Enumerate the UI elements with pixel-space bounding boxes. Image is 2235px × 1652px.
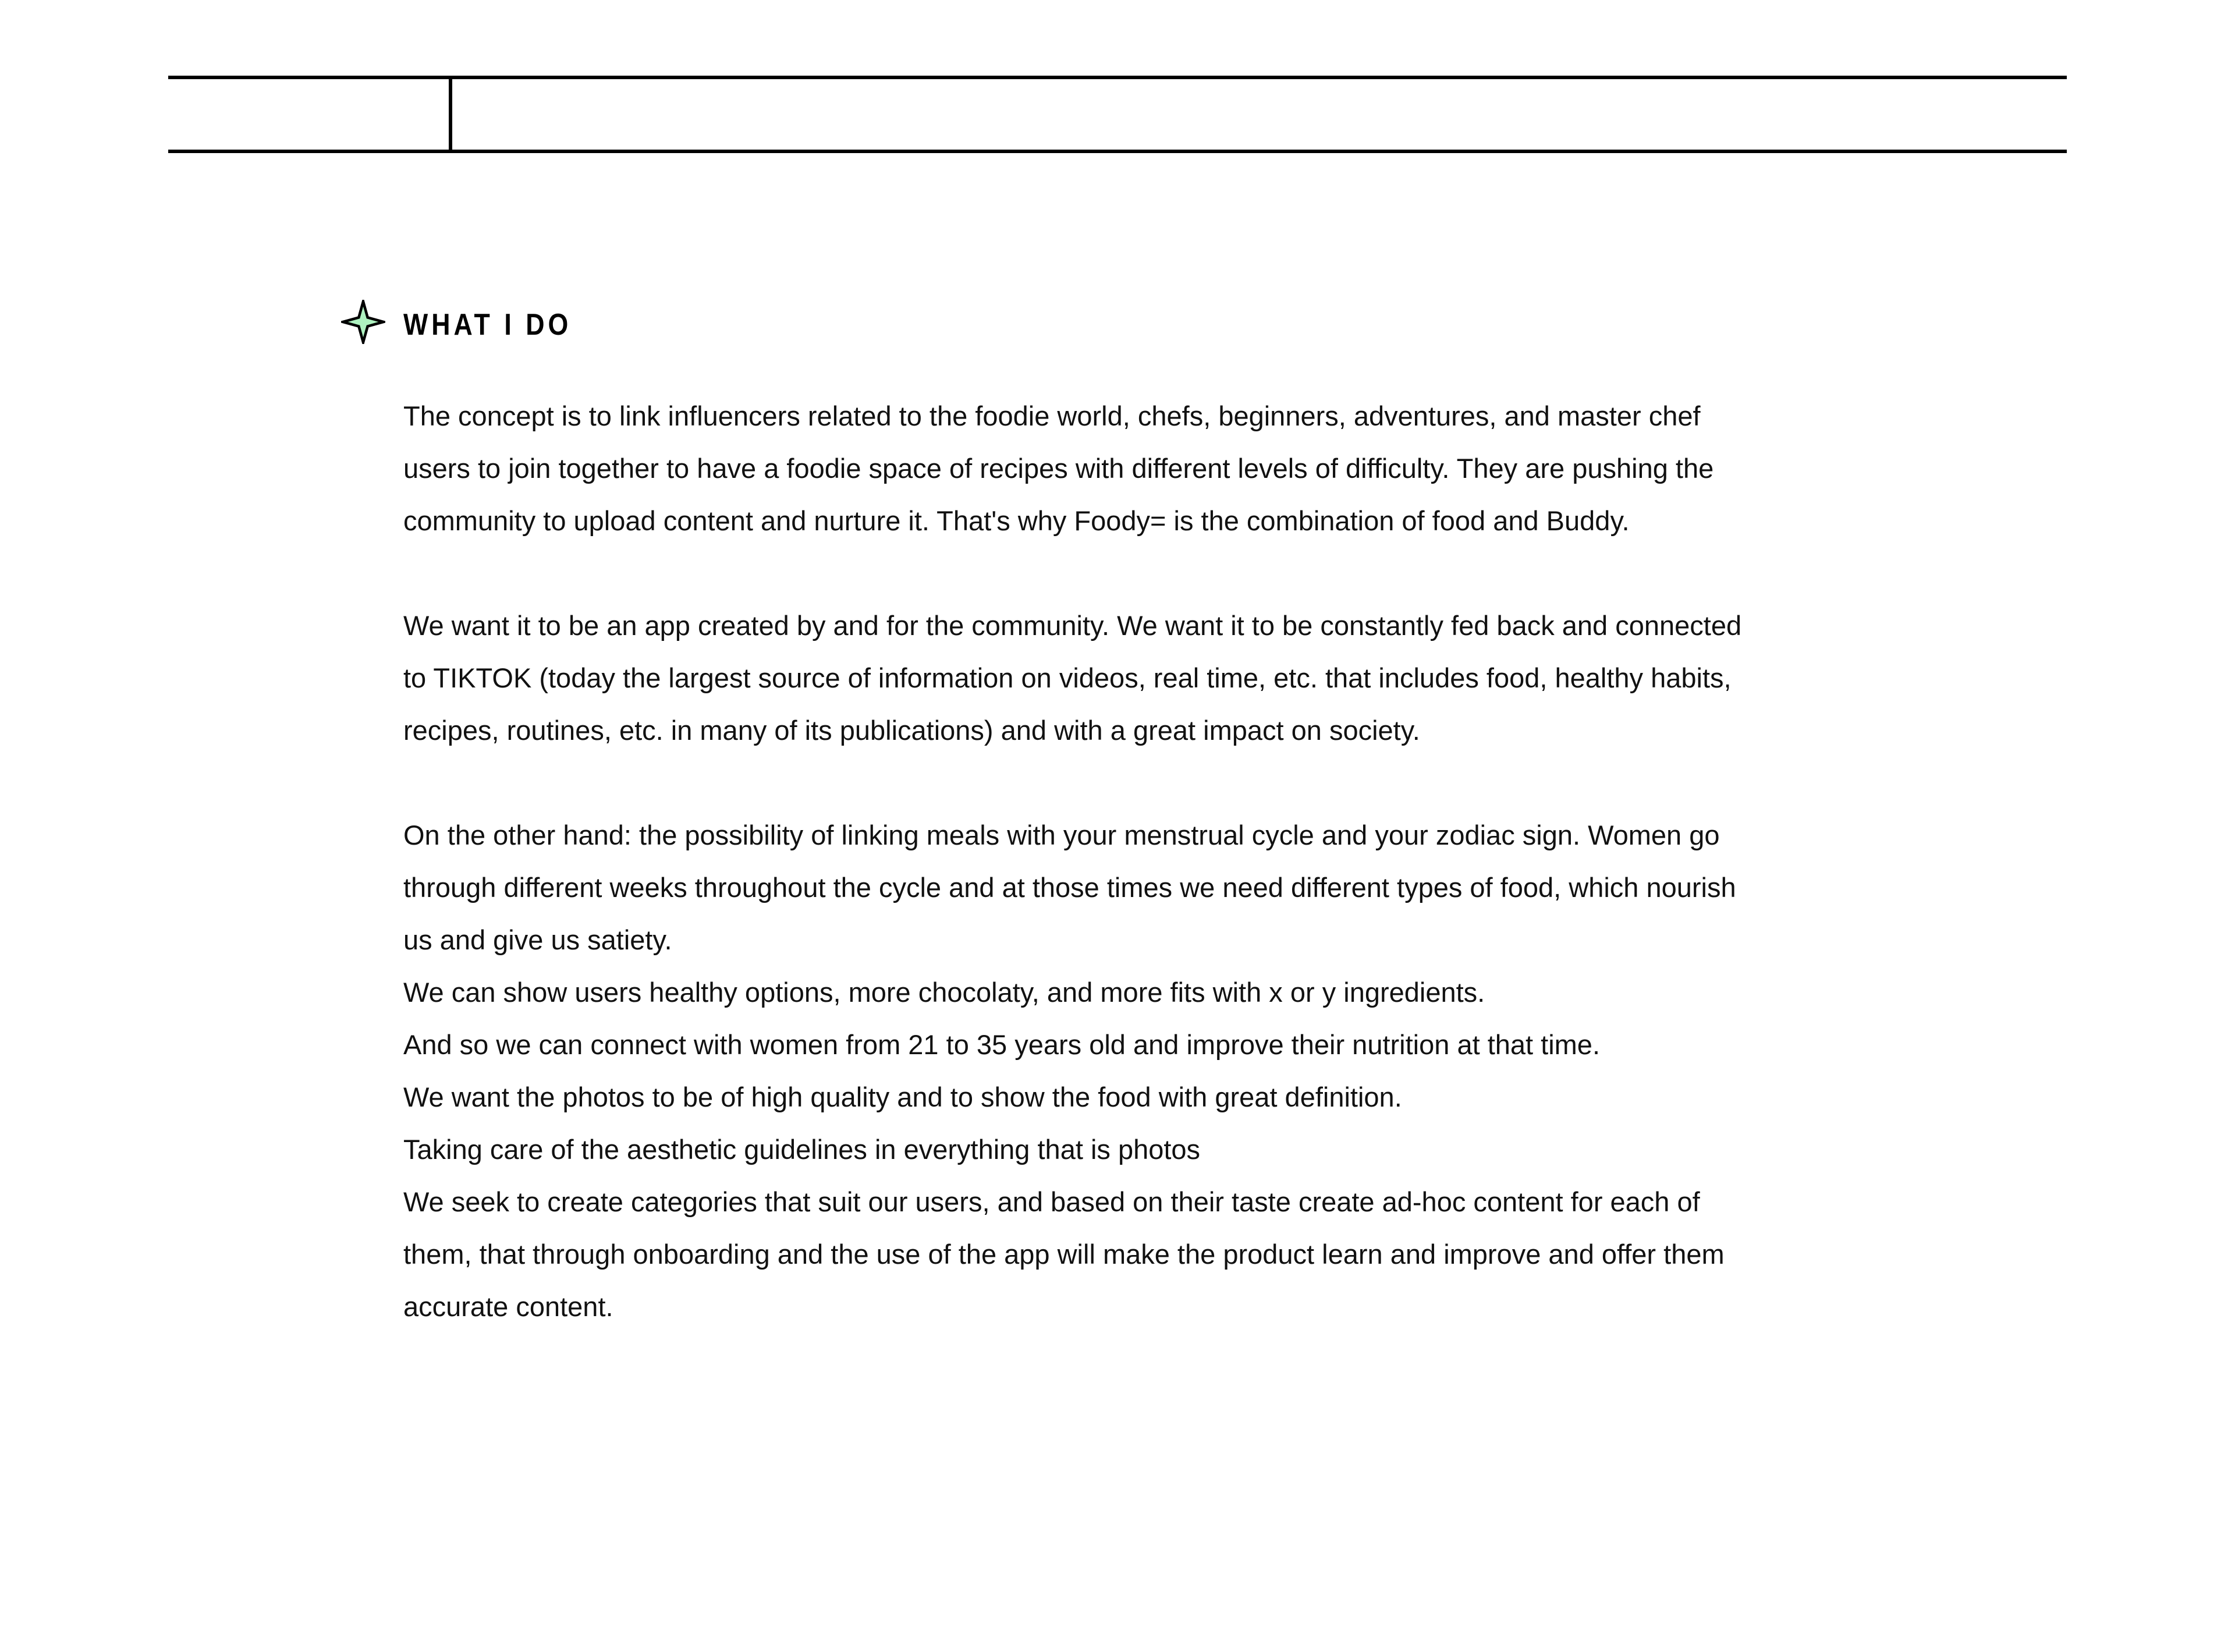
paragraph-line: us and give us satiety. xyxy=(403,924,672,955)
paragraph-line: We want it to be an app created by and for the community. We want it to be constantly fed back and connected xyxy=(403,610,1742,641)
paragraph-line: through different weeks throughout the cycle and at those times we need different types of food, which nourish xyxy=(403,872,1736,903)
paragraph-line: And so we can connect with women from 21 to 35 years old and improve their nutrition at that time. xyxy=(403,1029,1600,1060)
header-bottom-border xyxy=(168,150,2067,153)
paragraph-line: accurate content. xyxy=(403,1291,613,1322)
paragraph-line: recipes, routines, etc. in many of its publications) and with a great impact on society. xyxy=(403,715,1420,746)
paragraph-line: them, that through onboarding and the use of the app will make the product learn and improve and offer them xyxy=(403,1239,1725,1270)
header-top-border xyxy=(168,76,2067,79)
section-body xyxy=(403,390,1741,1333)
paragraph-line: We want the photos to be of high quality and to show the food with great definition. xyxy=(403,1082,1402,1112)
section-title: WHAT I DO xyxy=(403,308,572,342)
paragraph-line: community to upload content and nurture it. That's why Foody= is the combination of food and Buddy. xyxy=(403,505,1630,536)
paragraph-line: On the other hand: the possibility of linking meals with your menstrual cycle and your zodiac sign. Women go xyxy=(403,820,1720,850)
paragraph-line: We can show users healthy options, more chocolaty, and more fits with x or y ingredients. xyxy=(403,977,1485,1008)
paragraph-line: to TIKTOK (today the largest source of information on videos, real time, etc. that includes food, healthy habits, xyxy=(403,662,1732,693)
header-divider xyxy=(449,76,452,151)
paragraph-line: We seek to create categories that suit our users, and based on their taste create ad-hoc content for each of xyxy=(403,1186,1700,1217)
four-point-star-icon xyxy=(341,300,385,344)
paragraph-line: users to join together to have a foodie space of recipes with different levels of difficulty. They are pushing the xyxy=(403,453,1714,484)
paragraph-line: The concept is to link influencers related to the foodie world, chefs, beginners, adventures, and master chef xyxy=(403,400,1701,431)
paragraph-line: Taking care of the aesthetic guidelines in everything that is photos xyxy=(403,1134,1201,1165)
paragraph-gap xyxy=(403,757,1741,809)
paragraph-gap xyxy=(403,547,1741,600)
